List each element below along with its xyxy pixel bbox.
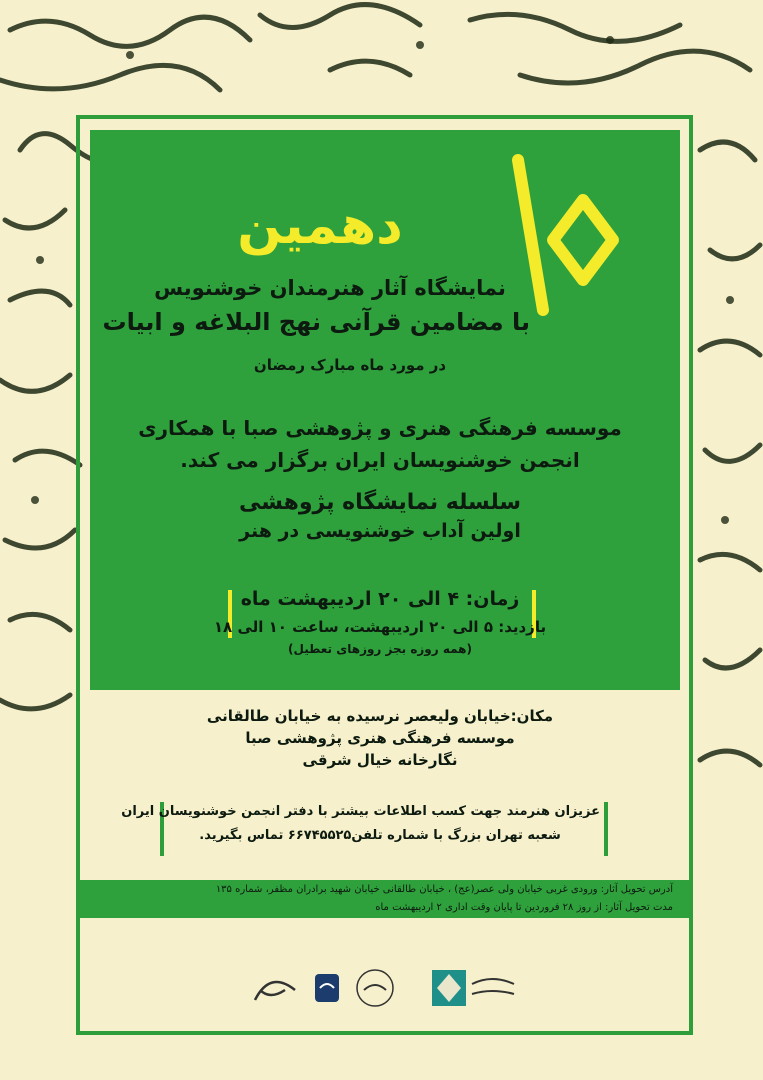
schedule-time: زمان: ۴ الی ۲۰ اردیبهشت ماه xyxy=(240,588,520,610)
location-line-3: نگارخانه خیال شرقی xyxy=(302,751,458,769)
series-title: سلسله نمایشگاه پژوهشی xyxy=(238,490,522,515)
saba-logo-icon xyxy=(312,960,342,1016)
footer-deadline: مدت تحویل آثار: از روز ۲۸ فروردین تا پایان وقت اداری ۲ اردیبهشت ماه xyxy=(375,902,673,913)
exhibition-subtitle: با مضامین قرآنی نهج البلاغه و ابیات xyxy=(102,308,530,336)
ordinal-title: دهمین xyxy=(237,196,403,256)
contact-line-2: شعبه تهران بزرگ با شماره تلفن۶۶۷۴۵۵۲۵ تماس بگیرید. xyxy=(199,828,561,843)
location-line-2: موسسه فرهنگی هنری پژوهشی صبا xyxy=(245,729,515,747)
location-line-1: مکان:خیابان ولیعصر نرسیده به خیابان طالقانی xyxy=(206,707,554,725)
ramadan-line: در مورد ماه مبارک رمضان xyxy=(253,356,447,374)
seal-logo-icon xyxy=(350,960,400,1016)
organizer-line-1: موسسه فرهنگی هنری و پژوهشی صبا با همکاری xyxy=(138,416,622,440)
logo-row xyxy=(250,960,530,1020)
footer-address: آدرس تحویل آثار: ورودی غربی خیابان ولی عصر(عج) ، خیابان طالقانی خیابان شهید برادران مظفر، شماره ۱۳۵ xyxy=(215,884,673,895)
calligraphy-logo-icon xyxy=(250,960,300,1016)
exhibition-title: نمایشگاه آثار هنرمندان خوشنویس xyxy=(154,276,506,300)
schedule-visit: بازدید: ۵ الی ۲۰ اردیبهشت، ساعت ۱۰ الی ۱۸ xyxy=(213,618,547,636)
society-logo-icon xyxy=(428,960,518,1016)
schedule-note: (همه روزه بجز روزهای تعطیل) xyxy=(288,642,472,656)
contact-line-1: عزیزان هنرمند جهت کسب اطلاعات بیشتر با دفتر انجمن خوشنویسان ایران xyxy=(121,804,600,819)
series-subtitle: اولین آداب خوشنویسی در هنر xyxy=(239,520,521,542)
organizer-line-2: انجمن خوشنویسان ایران برگزار می کند. xyxy=(180,448,580,472)
